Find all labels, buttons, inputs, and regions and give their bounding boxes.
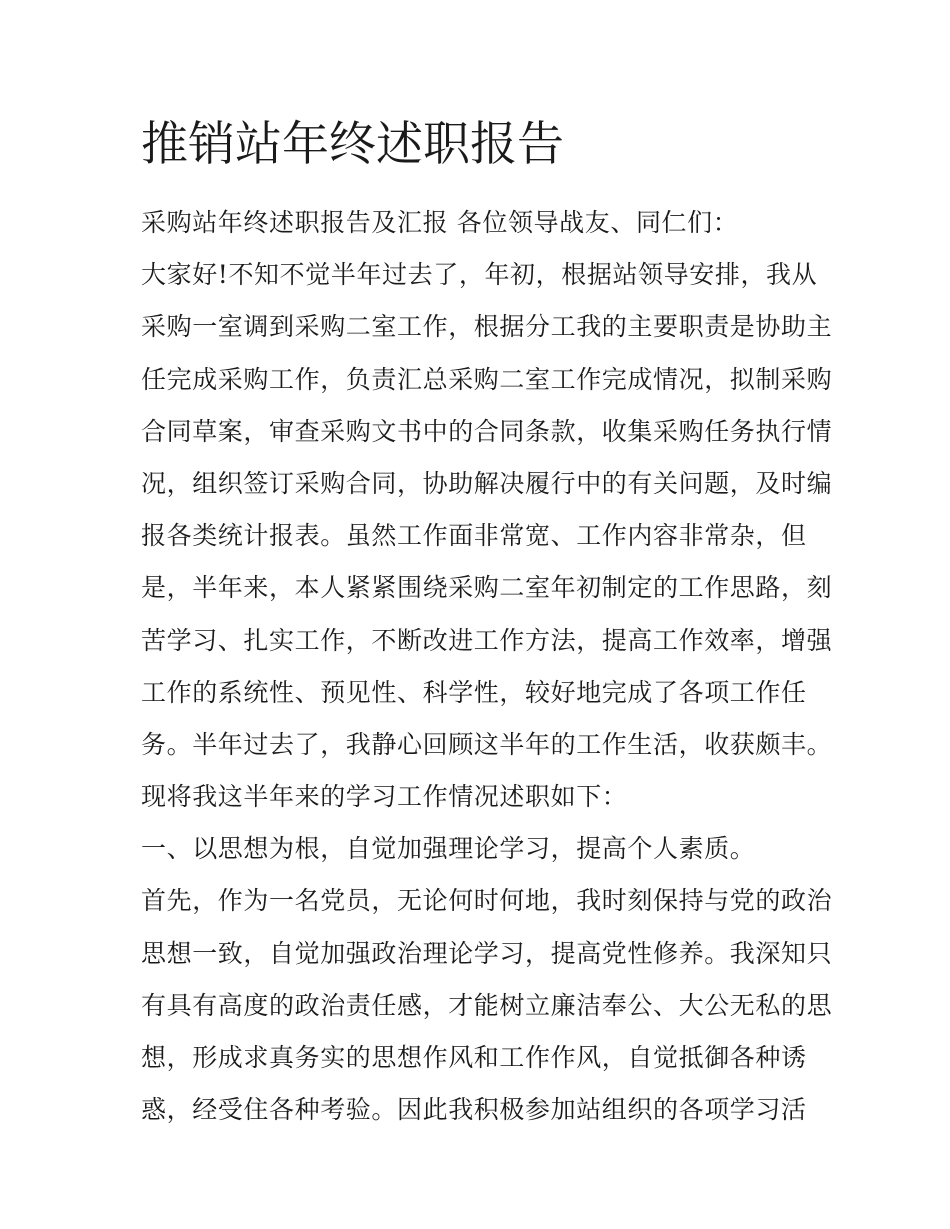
body-line: 工作的系统性、预见性、科学性，较好地完成了各项工作任	[141, 677, 807, 707]
document-body	[141, 197, 833, 1136]
body-line: 现将我这半年来的学习工作情况述职如下：	[141, 782, 628, 812]
body-line: 合同草案，审查采购文书中的合同条款，收集采购任务执行情	[141, 416, 833, 446]
body-line: 务。半年过去了，我静心回顾这半年的工作生活，收获颇丰。	[141, 729, 833, 759]
body-line: 况，组织签订采购合同，协助解决履行中的有关问题，及时编	[141, 468, 833, 498]
body-line: 有具有高度的政治责任感，才能树立廉洁奉公、大公无私的思	[141, 990, 833, 1020]
body-line: 首先，作为一名党员，无论何时何地，我时刻保持与党的政治	[141, 886, 833, 916]
body-line: 苦学习、扎实工作，不断改进工作方法，提高工作效率，增强	[141, 625, 833, 655]
body-line: 任完成采购工作，负责汇总采购二室工作完成情况，拟制采购	[141, 364, 833, 394]
body-line: 报各类统计报表。虽然工作面非常宽、工作内容非常杂，但	[141, 521, 807, 551]
body-line: 大家好!不知不觉半年过去了，年初，根据站领导安排，我从	[141, 260, 818, 290]
document-title: 推销站年终述职报告	[141, 117, 564, 172]
body-line: 惑，经受住各种考验。因此我积极参加站组织的各项学习活	[141, 1095, 807, 1125]
body-line: 采购一室调到采购二室工作，根据分工我的主要职责是协助主	[141, 312, 833, 342]
section-heading: 一、以思想为根，自觉加强理论学习，提高个人素质。	[141, 834, 756, 864]
body-line: 采购站年终述职报告及汇报 各位领导战友、同仁们：	[141, 208, 739, 237]
body-line: 是，半年来，本人紧紧围绕采购二室年初制定的工作思路，刻	[141, 573, 833, 603]
body-line: 思想一致，自觉加强政治理论学习，提高党性修养。我深知只	[141, 938, 833, 968]
body-line: 想，形成求真务实的思想作风和工作作风，自觉抵御各种诱	[141, 1043, 807, 1072]
